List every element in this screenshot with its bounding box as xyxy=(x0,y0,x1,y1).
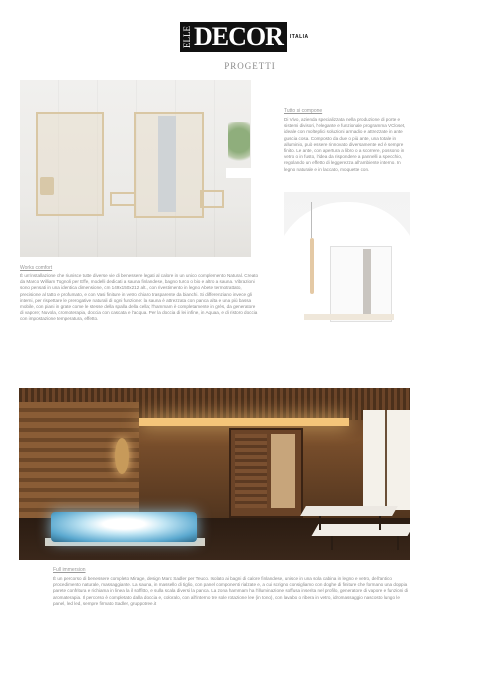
cabin-glass xyxy=(158,116,176,212)
photo-spa xyxy=(19,388,410,560)
plant xyxy=(228,122,250,168)
sauna-panel xyxy=(235,434,267,508)
logo-box xyxy=(180,22,287,52)
hot-tub xyxy=(51,512,197,542)
lounger-lower xyxy=(312,524,410,536)
bench xyxy=(110,192,136,206)
lounger-upper xyxy=(300,506,398,516)
window xyxy=(363,410,410,510)
paragraph-left: È un'installazione che riunisce tutte diverse vie di benessere legati al calore in un unico complemento Natural. Creato da Marco William Tognoli per Effe, modelli dedicati a sauna finlandese, bagno turco o bio e altro a sauna. Vibrazioni sono pensati in una identica dimensione, cm 149x150x212 alt., con rivestimento in legno Abete termotrattato, precisione al tatto e profumato, e con Vasi finiture in vetro chiaro trasparente da bianchi. Si differenziano invece gli interni, per rispettare le prerogative naturali di ogni funzione: la sauna è attrezzata con panca alta e una più bassa mobile, con piani in grate come le stesse della spalla della cella; l'hammam è completamente in grès, da generatore di vapore; Nuvola, cromoterapia, doccia con cascata e l'acqua. Per la doccia di lei infine, in Aquaa, e di ristoro doccia con impostazione temperatura, effetto. xyxy=(20,273,259,322)
window-mullion xyxy=(385,410,387,510)
logo-decor: DECOR xyxy=(194,22,283,51)
photo-cabins xyxy=(20,80,251,257)
lounger-leg xyxy=(331,536,333,550)
sauna-door xyxy=(271,434,295,508)
paragraph-bottom: È un percorso di benessere completo Mirage, design Marc Sadler per Teuco. Isolato ai bagni di calore finlandese, unisce in una sola cabina in legno e vetro, dell'antico procedimento naturale, massaggiante. La sauna, in massello di tiglio, con panel componenti rialzate e, a cui scrigno consigliamo con doghe di finiture che formano una doppia parete confritura e richiama in linea la il soffitto, e sulla scala diversi la panca. La zona hammam ha l'illuminazione soffusa inserita nel profilo, generatore di vapore e funzioni di aromaterapia. Il percorso è completato dalla doccia e, coloralo, con all'interno tre sole rotazione lee (in tono), con lavabo o ribera in vetro, idromassaggio nascosto lungo le panel, led led, sempre firmato Sadler, gruppotree.it xyxy=(53,576,409,606)
closet-unit xyxy=(330,246,392,322)
cabin-left xyxy=(36,112,104,216)
round-mirror xyxy=(115,438,129,474)
cabin-right xyxy=(134,112,204,218)
paragraph-right: Di Vivo, azienda specializzata nella produzione di porte e sistemi divisori, l'elegante e funzionale programma VCloset, ideale con molteplici soluzioni armadio e attrezzate in ante guscia cosa. Composto da due o più ante, una totale in alluminio, può essere rinnovato diversamente ed è sempre finito. Le ante, con apertura a libro o a scorrere, possono in vetro o in fusto, l'idea da rispondere a pannelli a specchio, regolando un effetto di leggerezza all'ambiente interno. In legno naturale e in laccato, moquette con. xyxy=(284,117,406,172)
caption-title-bottom: Full immersion xyxy=(53,567,86,573)
caption-title-left: Works comfort xyxy=(20,265,53,271)
lounger-leg xyxy=(319,516,321,530)
lamp-cord xyxy=(311,202,312,238)
section-title: PROGETTI xyxy=(224,61,276,71)
pendant-lamp xyxy=(310,238,314,294)
ceiling-glow xyxy=(139,418,349,426)
photo-closet xyxy=(284,192,410,351)
masthead-logo xyxy=(180,22,309,52)
shelf xyxy=(226,168,251,178)
logo-italia: ITALIA xyxy=(289,34,309,40)
lounger-leg xyxy=(379,516,381,530)
bucket xyxy=(40,177,54,195)
floor-base xyxy=(304,314,394,320)
caption-title-right: Tutto si compone xyxy=(284,108,323,114)
closet-strip xyxy=(363,249,371,319)
logo-elle: ELLE xyxy=(182,26,192,48)
lounger-leg xyxy=(397,536,399,550)
sauna-cabin xyxy=(229,428,303,518)
stool xyxy=(200,190,224,208)
